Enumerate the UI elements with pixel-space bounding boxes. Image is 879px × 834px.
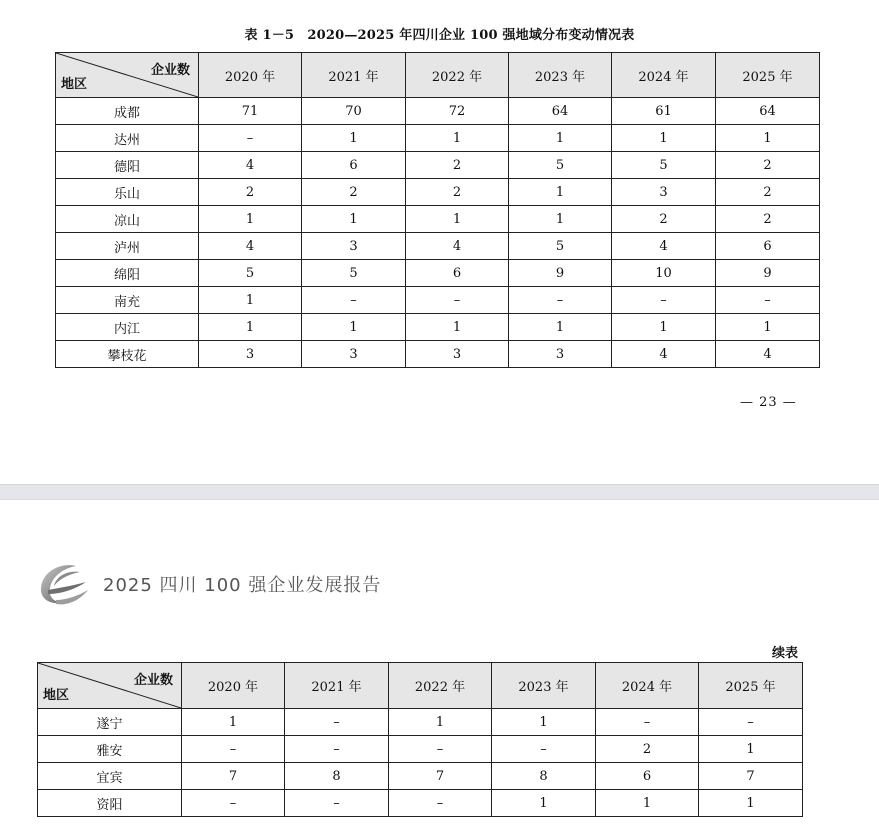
count-cell: 1 bbox=[699, 736, 803, 763]
table-row bbox=[38, 763, 803, 790]
table-row bbox=[38, 709, 803, 736]
continued-label: 续表 bbox=[771, 646, 798, 661]
count-cell: 3 bbox=[509, 341, 612, 368]
count-cell: 6 bbox=[596, 763, 699, 790]
region-cell: 资阳 bbox=[38, 790, 182, 817]
count-cell: 3 bbox=[302, 233, 406, 260]
region-distribution-table bbox=[55, 52, 820, 368]
count-cell: 1 bbox=[509, 314, 612, 341]
year-header: 2024 年 bbox=[612, 53, 716, 98]
count-cell: 2 bbox=[716, 152, 820, 179]
count-cell: – bbox=[716, 287, 820, 314]
count-cell: 1 bbox=[612, 314, 716, 341]
count-cell: 72 bbox=[406, 98, 509, 125]
count-cell: 61 bbox=[612, 98, 716, 125]
count-cell: 2 bbox=[406, 152, 509, 179]
table-row bbox=[38, 790, 803, 817]
count-cell: 1 bbox=[406, 314, 509, 341]
count-cell: 2 bbox=[302, 179, 406, 206]
year-header: 2025 年 bbox=[699, 663, 803, 709]
count-cell: 4 bbox=[716, 341, 820, 368]
count-cell: 5 bbox=[612, 152, 716, 179]
count-cell: 71 bbox=[199, 98, 302, 125]
table-row bbox=[56, 206, 820, 233]
region-cell: 乐山 bbox=[56, 179, 199, 206]
count-cell: – bbox=[302, 287, 406, 314]
count-cell: 3 bbox=[199, 341, 302, 368]
year-header: 2023 年 bbox=[492, 663, 596, 709]
table-header-row bbox=[38, 663, 803, 709]
count-cell: 5 bbox=[302, 260, 406, 287]
count-cell: 7 bbox=[389, 763, 492, 790]
count-cell: 4 bbox=[612, 341, 716, 368]
table-row bbox=[56, 314, 820, 341]
count-cell: 70 bbox=[302, 98, 406, 125]
year-header: 2021 年 bbox=[302, 53, 406, 98]
count-cell: 8 bbox=[285, 763, 389, 790]
table-row bbox=[38, 736, 803, 763]
count-cell: 3 bbox=[406, 341, 509, 368]
table-header-row bbox=[56, 53, 820, 98]
region-cell: 凉山 bbox=[56, 206, 199, 233]
count-cell: – bbox=[699, 709, 803, 736]
count-cell: 1 bbox=[492, 709, 596, 736]
count-cell: – bbox=[199, 125, 302, 152]
count-cell: 4 bbox=[199, 152, 302, 179]
count-cell: 6 bbox=[716, 233, 820, 260]
count-cell: 64 bbox=[509, 98, 612, 125]
count-cell: 1 bbox=[199, 206, 302, 233]
table-row bbox=[56, 233, 820, 260]
count-cell: 5 bbox=[509, 233, 612, 260]
count-cell: – bbox=[389, 736, 492, 763]
count-cell: 4 bbox=[612, 233, 716, 260]
region-cell: 达州 bbox=[56, 125, 199, 152]
count-cell: – bbox=[285, 736, 389, 763]
region-distribution-table-continued bbox=[37, 662, 803, 817]
count-cell: 10 bbox=[612, 260, 716, 287]
count-cell: 1 bbox=[509, 206, 612, 233]
table-row bbox=[56, 287, 820, 314]
count-cell: 3 bbox=[302, 341, 406, 368]
year-header: 2022 年 bbox=[406, 53, 509, 98]
count-cell: 1 bbox=[302, 314, 406, 341]
table-row bbox=[56, 125, 820, 152]
region-cell: 内江 bbox=[56, 314, 199, 341]
count-cell: 1 bbox=[199, 287, 302, 314]
region-cell: 攀枝花 bbox=[56, 341, 199, 368]
count-cell: 1 bbox=[509, 125, 612, 152]
count-cell: 9 bbox=[509, 260, 612, 287]
region-cell: 宜宾 bbox=[38, 763, 182, 790]
year-header: 2025 年 bbox=[716, 53, 820, 98]
count-cell: 7 bbox=[182, 763, 285, 790]
count-cell: 4 bbox=[199, 233, 302, 260]
region-cell: 成都 bbox=[56, 98, 199, 125]
count-cell: 1 bbox=[406, 206, 509, 233]
report-logo-icon bbox=[36, 560, 92, 608]
year-header: 2023 年 bbox=[509, 53, 612, 98]
count-cell: 1 bbox=[492, 790, 596, 817]
count-cell: 1 bbox=[509, 179, 612, 206]
year-header: 2020 年 bbox=[182, 663, 285, 709]
year-header: 2020 年 bbox=[199, 53, 302, 98]
count-cell: 1 bbox=[612, 125, 716, 152]
table-row bbox=[56, 98, 820, 125]
count-cell: 4 bbox=[406, 233, 509, 260]
corner-label-count: 企业数 bbox=[133, 673, 173, 688]
count-cell: – bbox=[182, 736, 285, 763]
count-cell: 1 bbox=[302, 206, 406, 233]
count-cell: 2 bbox=[406, 179, 509, 206]
corner-label-count: 企业数 bbox=[150, 63, 190, 78]
count-cell: – bbox=[492, 736, 596, 763]
count-cell: 1 bbox=[716, 314, 820, 341]
count-cell: 64 bbox=[716, 98, 820, 125]
count-cell: 2 bbox=[596, 736, 699, 763]
corner-header-cell bbox=[38, 663, 182, 709]
count-cell: 1 bbox=[199, 314, 302, 341]
count-cell: 8 bbox=[492, 763, 596, 790]
corner-header-cell bbox=[56, 53, 199, 98]
count-cell: 9 bbox=[716, 260, 820, 287]
table-row bbox=[56, 260, 820, 287]
count-cell: – bbox=[285, 790, 389, 817]
region-cell: 雅安 bbox=[38, 736, 182, 763]
table-title: 表 1－5 2020—2025 年四川企业 100 强地域分布变动情况表 bbox=[244, 28, 635, 43]
count-cell: 1 bbox=[716, 125, 820, 152]
year-header: 2021 年 bbox=[285, 663, 389, 709]
count-cell: 6 bbox=[406, 260, 509, 287]
count-cell: 2 bbox=[199, 179, 302, 206]
report-header-title: 2025 四川 100 强企业发展报告 bbox=[103, 575, 382, 596]
table-row bbox=[56, 179, 820, 206]
year-header: 2022 年 bbox=[389, 663, 492, 709]
corner-label-region: 地区 bbox=[61, 77, 88, 92]
count-cell: 1 bbox=[389, 709, 492, 736]
count-cell: 1 bbox=[302, 125, 406, 152]
count-cell: 1 bbox=[182, 709, 285, 736]
count-cell: 1 bbox=[406, 125, 509, 152]
count-cell: – bbox=[509, 287, 612, 314]
count-cell: – bbox=[389, 790, 492, 817]
region-cell: 泸州 bbox=[56, 233, 199, 260]
document-page-24 bbox=[0, 500, 879, 834]
count-cell: 6 bbox=[302, 152, 406, 179]
count-cell: – bbox=[182, 790, 285, 817]
count-cell: 3 bbox=[612, 179, 716, 206]
count-cell: – bbox=[612, 287, 716, 314]
count-cell: – bbox=[596, 709, 699, 736]
count-cell: 2 bbox=[612, 206, 716, 233]
page-number: — 23 — bbox=[740, 395, 797, 410]
count-cell: 7 bbox=[699, 763, 803, 790]
page-separator bbox=[0, 484, 879, 500]
count-cell: 1 bbox=[699, 790, 803, 817]
region-cell: 绵阳 bbox=[56, 260, 199, 287]
region-cell: 德阳 bbox=[56, 152, 199, 179]
count-cell: 2 bbox=[716, 179, 820, 206]
corner-label-region: 地区 bbox=[43, 688, 70, 703]
count-cell: – bbox=[285, 709, 389, 736]
year-header: 2024 年 bbox=[596, 663, 699, 709]
table-row bbox=[56, 152, 820, 179]
table-row bbox=[56, 341, 820, 368]
region-cell: 南充 bbox=[56, 287, 199, 314]
count-cell: 5 bbox=[509, 152, 612, 179]
count-cell: 2 bbox=[716, 206, 820, 233]
count-cell: 5 bbox=[199, 260, 302, 287]
region-cell: 遂宁 bbox=[38, 709, 182, 736]
count-cell: – bbox=[406, 287, 509, 314]
count-cell: 1 bbox=[596, 790, 699, 817]
